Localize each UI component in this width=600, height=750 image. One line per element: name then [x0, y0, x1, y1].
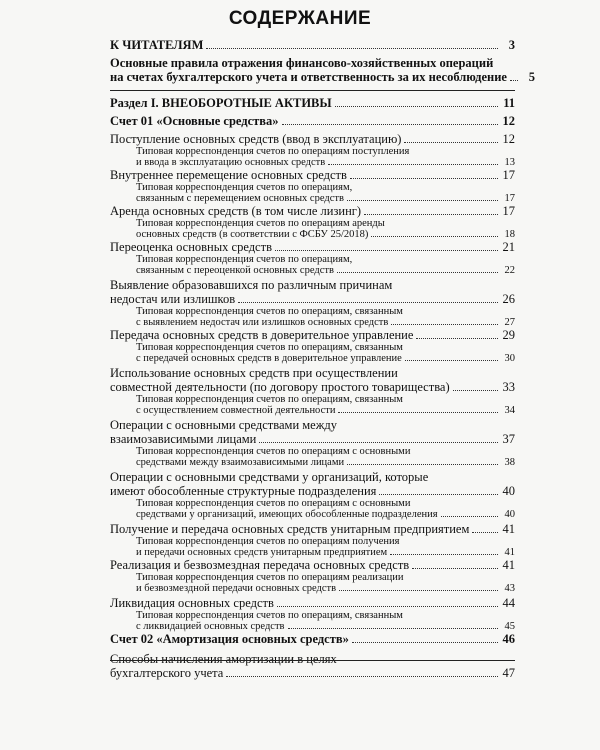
toc-entry-text: Ликвидация основных средств: [110, 596, 274, 610]
toc-entry-text: с передачей основных средств в доверительное управление: [136, 353, 402, 364]
toc-subentry: [110, 306, 515, 328]
toc-entry-text: Типовая корреспонденция счетов по операциям с основными: [136, 498, 411, 509]
dot-leader: [288, 628, 499, 629]
dot-leader: [339, 590, 498, 591]
toc-entry-text: Типовая корреспонденция счетов по операциям получения: [136, 536, 400, 547]
page-number: 40: [504, 509, 515, 520]
toc-entry-text: Типовая корреспонденция счетов по операциям, связанным: [136, 610, 403, 621]
toc-entry-text: взаимозависимыми лицами: [110, 432, 257, 446]
page-number: 33: [502, 380, 515, 394]
page-number: 46: [502, 632, 515, 646]
toc-entry-text: и ввода в эксплуатацию основных средств: [136, 157, 326, 168]
dot-leader: [364, 214, 498, 215]
page-number: 41: [504, 547, 515, 558]
dot-leader: [390, 554, 498, 555]
page-number: 27: [504, 317, 515, 328]
page-number: 17: [504, 193, 515, 204]
page-number: 47: [502, 666, 515, 680]
page-number: 12: [502, 132, 515, 146]
page-number: 40: [502, 484, 515, 498]
toc-entry-text: Получение и передача основных средств унитарным предприятием: [110, 522, 470, 536]
toc-entry-text: Типовая корреспонденция счетов по операциям поступления: [136, 146, 410, 157]
page-number: 12: [502, 114, 515, 128]
toc-entry: [110, 470, 515, 498]
toc-entry-text: Реализация и безвозмездная передача основных средств: [110, 558, 410, 572]
toc-entry-text: Типовая корреспонденция счетов по операциям, связанным: [136, 342, 403, 353]
dot-leader: [206, 48, 498, 49]
toc-entry-text: Передача основных средств в доверительное управление: [110, 328, 414, 342]
toc-entry: [110, 596, 515, 610]
dot-leader: [391, 324, 498, 325]
page-number: 17: [502, 168, 515, 182]
dot-leader: [379, 494, 498, 495]
toc-entry-text: Внутреннее перемещение основных средств: [110, 168, 347, 182]
dot-leader: [510, 80, 518, 81]
toc-entry: [110, 204, 515, 218]
dot-leader: [282, 124, 498, 125]
toc-entry-text: средствами между взаимозависимыми лицами: [136, 457, 345, 468]
toc-subentry: [110, 146, 515, 168]
toc-entry: [110, 56, 535, 84]
toc-entry: [110, 168, 515, 182]
toc-entry: [110, 132, 515, 146]
dot-leader: [337, 272, 498, 273]
toc-subentry: [110, 610, 515, 632]
toc-subentry: [110, 342, 515, 364]
toc-entry-text: и передачи основных средств унитарным предприятием: [136, 547, 388, 558]
toc-entry-text: Использование основных средств при осуществлении: [110, 366, 398, 380]
page-number: 43: [504, 583, 515, 594]
page-number: 3: [508, 38, 515, 52]
toc-entry: [110, 114, 515, 128]
toc-entry-text: средствами у организаций, имеющих обособленные подразделения: [136, 509, 438, 520]
dot-leader: [238, 302, 498, 303]
toc-subentry: [110, 536, 515, 558]
toc-entry: [110, 96, 515, 110]
section-divider: [110, 660, 515, 661]
toc-entry-text: недостач или излишков: [110, 292, 236, 306]
toc-entry-text: Типовая корреспонденция счетов по операциям, связанным: [136, 394, 403, 405]
toc-entry-text: связанным с переоценкой основных средств: [136, 265, 334, 276]
toc-entry-text: основных средств (в соответствии с ФСБУ 25/2018): [136, 229, 369, 240]
section-divider: [110, 90, 515, 91]
toc-entry: [110, 278, 515, 306]
toc-entry-text: имеют обособленные структурные подразделения: [110, 484, 377, 498]
page-title: СОДЕРЖАНИЕ: [228, 8, 372, 29]
dot-leader: [404, 142, 498, 143]
toc-entry: [110, 558, 515, 572]
toc-entry-text: Способы начисления амортизации в целях: [110, 652, 337, 666]
toc-entry-text: связанным с перемещением основных средств: [136, 193, 344, 204]
dot-leader: [472, 532, 498, 533]
toc-entry-text: бухгалтерского учета: [110, 666, 224, 680]
toc-entry: [110, 240, 515, 254]
dot-leader: [405, 360, 498, 361]
page-number: 18: [504, 229, 515, 240]
toc-subentry: [110, 394, 515, 416]
dot-leader: [226, 676, 498, 677]
toc-subentry: [110, 572, 515, 594]
toc-entry-text: Типовая корреспонденция счетов по операциям аренды: [136, 218, 385, 229]
toc-entry-text: Типовая корреспонденция счетов по операциям,: [136, 182, 353, 193]
toc-entry-text: Аренда основных средств (в том числе лизинг): [110, 204, 362, 218]
toc-entry: [110, 652, 515, 680]
toc-entry: [110, 522, 515, 536]
toc-entry-text: Поступление основных средств (ввод в эксплуатацию): [110, 132, 402, 146]
page-number: 37: [502, 432, 515, 446]
toc-entry: [110, 328, 515, 342]
toc-entry-text: Счет 02 «Амортизация основных средств»: [110, 632, 349, 646]
page-number: 29: [502, 328, 515, 342]
toc-entry-text: Основные правила отражения финансово-хозяйственных операций: [110, 56, 494, 70]
dot-leader: [416, 338, 498, 339]
toc-entry-text: Типовая корреспонденция счетов по операциям,: [136, 254, 353, 265]
dot-leader: [350, 178, 498, 179]
dot-leader: [259, 442, 498, 443]
dot-leader: [338, 412, 498, 413]
dot-leader: [335, 106, 498, 107]
page-number: 26: [502, 292, 515, 306]
page-number: 17: [502, 204, 515, 218]
dot-leader: [371, 236, 498, 237]
page-number: 22: [504, 265, 515, 276]
toc-subentry: [110, 218, 515, 240]
toc-entry: [110, 38, 515, 52]
toc-entry-text: Операции с основными средствами между: [110, 418, 337, 432]
toc-entry: [110, 632, 515, 646]
toc-entry-text: Типовая корреспонденция счетов по операциям с основными: [136, 446, 411, 457]
toc-entry-text: Счет 01 «Основные средства»: [110, 114, 279, 128]
toc-entry-text: Типовая корреспонденция счетов по операциям реализации: [136, 572, 404, 583]
toc-entry-text: с ликвидацией основных средств: [136, 621, 285, 632]
dot-leader: [441, 516, 498, 517]
toc-entry: [110, 418, 515, 446]
toc-entry-text: совместной деятельности (по договору простого товарищества): [110, 380, 450, 394]
page-number: 21: [502, 240, 515, 254]
page-number: 34: [504, 405, 515, 416]
toc-entry-text: на счетах бухгалтерского учета и ответственность за их несоблюдение: [110, 70, 507, 84]
page-number: 45: [504, 621, 515, 632]
page-number: 5: [528, 70, 535, 84]
page-number: 44: [502, 596, 515, 610]
dot-leader: [277, 606, 498, 607]
toc-entry: [110, 366, 515, 394]
dot-leader: [412, 568, 498, 569]
toc-entry-text: с осуществлением совместной деятельности: [136, 405, 336, 416]
toc-entry-text: Раздел I. ВНЕОБОРОТНЫЕ АКТИВЫ: [110, 96, 332, 110]
toc-entry-text: Переоценка основных средств: [110, 240, 272, 254]
page-number: 38: [504, 457, 515, 468]
toc-subentry: [110, 182, 515, 204]
toc-subentry: [110, 254, 515, 276]
page-number: 41: [502, 558, 515, 572]
page-number: 41: [502, 522, 515, 536]
dot-leader: [453, 390, 498, 391]
dot-leader: [275, 250, 498, 251]
toc-entry-text: К ЧИТАТЕЛЯМ: [110, 38, 204, 52]
toc-entry-text: с выявлением недостач или излишков основных средств: [136, 317, 389, 328]
page-number: 30: [504, 353, 515, 364]
dot-leader: [347, 200, 498, 201]
dot-leader: [328, 164, 498, 165]
toc-entry-text: и безвозмездной передачи основных средств: [136, 583, 337, 594]
dot-leader: [347, 464, 498, 465]
toc-subentry: [110, 498, 515, 520]
toc-entry-text: Операции с основными средствами у организаций, которые: [110, 470, 429, 484]
page-number: 13: [504, 157, 515, 168]
toc-entry-text: Выявление образовавшихся по различным причинам: [110, 278, 393, 292]
toc-entry-text: Типовая корреспонденция счетов по операциям, связанным: [136, 306, 403, 317]
toc-subentry: [110, 446, 515, 468]
page-number: 11: [503, 96, 515, 110]
dot-leader: [352, 642, 498, 643]
